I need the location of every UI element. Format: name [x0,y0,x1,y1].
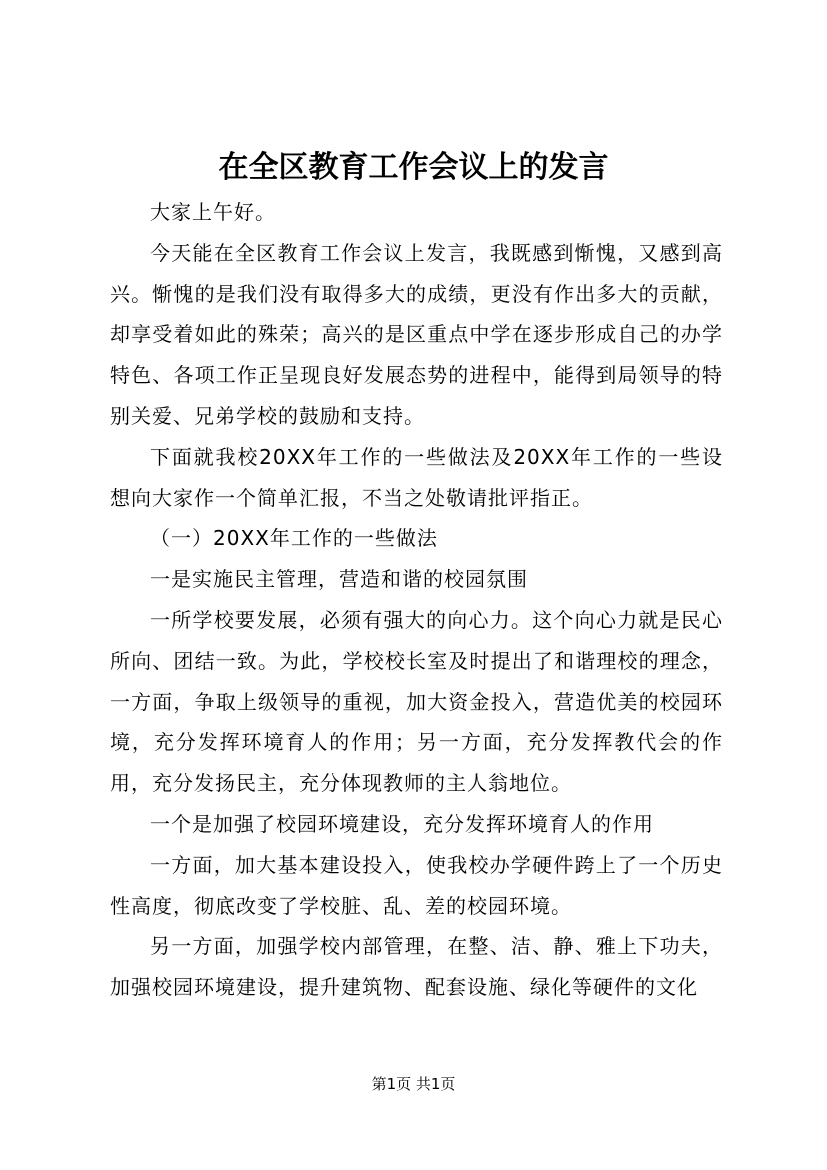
subheading: 一是实施民主管理，营造和谐的校园氛围 [150,567,528,592]
subheading: 一个是加强了校园环境建设，充分发挥环境育人的作用 [150,811,654,836]
paragraph: 另一方面，加强学校内部管理，在整、洁、静、雅上下功夫，加强校园环境建设，提升建筑物、配套设施、绿化等硬件的文化 [110,934,723,1000]
document-title: 在全区教育工作会议上的发言 [218,150,609,185]
paragraph: 一方面，加大基本建设投入，使我校办学硬件跨上了一个历史性高度，彻底改变了学校脏、乱、差的校园环境。 [110,852,723,918]
paragraph: 大家上午好。 [150,200,276,224]
paragraph: 一所学校要发展，必须有强大的向心力。这个向心力就是民心所向、团结一致。为此，学校校长室及时提出了和谐理校的理念，一方面，争取上级领导的重视，加大资金投入，营造优美的校园环境，充分发挥环境育人的作用；另一方面，充分发挥教代会的作用，充分发扬民主，充分体现教师的主人翁地位。 [110,607,723,796]
document-body [110,192,723,1008]
paragraph: 今天能在全区教育工作会议上发言，我既感到惭愧，又感到高兴。惭愧的是我们没有取得多大的成绩，更没有作出多大的贡献，却享受着如此的殊荣；高兴的是区重点中学在逐步形成自己的办学特色、各项工作正呈现良好发展态势的进程中，能得到局领导的特别关爱、兄弟学校的鼓励和支持。 [110,240,723,428]
paragraph: 下面就我校20XX年工作的一些做法及20XX年工作的一些设想向大家作一个简单汇报，不当之处敬请批评指正。 [110,444,723,510]
section-heading: （一）20XX年工作的一些做法 [150,526,438,551]
page-footer: 第1页 共1页 [371,1075,456,1093]
